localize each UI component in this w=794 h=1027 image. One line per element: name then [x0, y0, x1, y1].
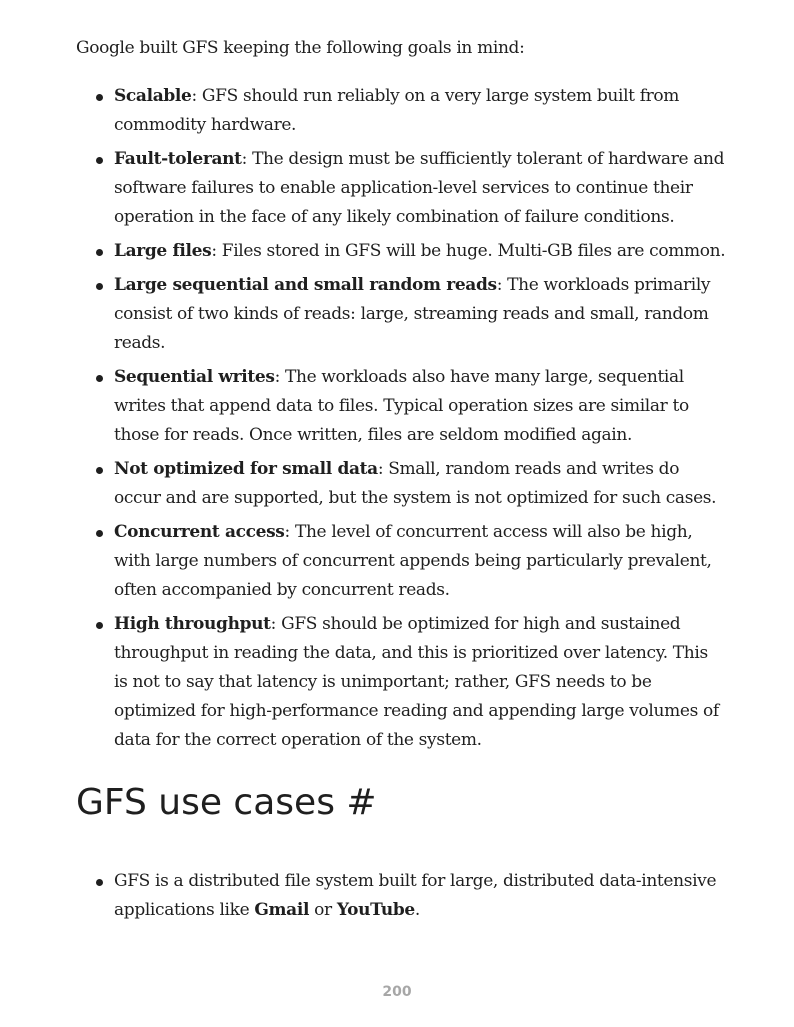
bullet-icon	[96, 283, 103, 290]
goal-term: High throughput	[114, 614, 271, 634]
use-cases-list	[76, 867, 726, 925]
bullet-icon	[96, 622, 103, 629]
goal-description: : The workloads primarily consist of two kinds of reads: large, streaming reads and small, random reads.	[114, 275, 711, 353]
bullet-icon	[96, 249, 103, 256]
goal-item	[76, 610, 726, 755]
use-case-item	[76, 867, 726, 925]
bullet-icon	[96, 375, 103, 382]
use-case-text: .	[414, 900, 420, 920]
goal-term: Concurrent access	[114, 522, 285, 542]
goal-term: Large files	[114, 241, 212, 261]
bullet-icon	[96, 94, 103, 101]
goal-item	[76, 82, 726, 140]
goal-term: Scalable	[114, 86, 192, 106]
section-heading: GFS use cases #	[76, 782, 377, 823]
goal-description: : GFS should be optimized for high and sustained throughput in reading the data, and this is prioritized over latency. This is not to say that latency is unimportant; rather, GFS needs to be optimized for high-performance reading and appending large volumes of data for the correct operation of the system.	[114, 614, 719, 750]
page-content	[76, 34, 726, 930]
bullet-icon	[96, 467, 103, 474]
goal-description: : Files stored in GFS will be huge. Multi-GB files are common.	[211, 241, 726, 261]
goal-item	[76, 518, 726, 605]
goals-list	[76, 82, 726, 755]
bullet-icon	[96, 530, 103, 537]
page-number: 200	[382, 984, 412, 1000]
goal-description: : GFS should run reliably on a very large system built from commodity hardware.	[114, 86, 680, 135]
goal-item	[76, 455, 726, 513]
goal-term: Large sequential and small random reads	[114, 275, 497, 295]
goal-description: : The workloads also have many large, sequential writes that append data to files. Typical operation sizes are similar to those for reads. Once written, files are seldom modified again.	[114, 367, 689, 445]
use-case-text: GFS is a distributed file system built for large, distributed data-intensive applications like	[114, 871, 717, 920]
intro-paragraph: Google built GFS keeping the following goals in mind:	[76, 38, 525, 58]
goal-description: : The design must be sufficiently tolerant of hardware and software failures to enable application-level services to continue their operation in the face of any likely combination of failure conditions.	[114, 149, 725, 227]
use-case-text: or	[309, 900, 337, 920]
goal-item	[76, 145, 726, 232]
goal-term: Sequential writes	[114, 367, 275, 387]
goal-description: : The level of concurrent access will also be high, with large numbers of concurrent appends being particularly prevalent, often accompanied by concurrent reads.	[114, 522, 712, 600]
bullet-icon	[96, 157, 103, 164]
goal-item	[76, 237, 726, 266]
use-case-example-youtube: YouTube	[336, 900, 415, 920]
use-case-example-gmail: Gmail	[254, 900, 310, 920]
goal-item	[76, 271, 726, 358]
goal-description: : Small, random reads and writes do occur and are supported, but the system is not optimized for such cases.	[114, 459, 717, 508]
goal-item	[76, 363, 726, 450]
bullet-icon	[96, 879, 103, 886]
goal-term: Not optimized for small data	[114, 459, 378, 479]
goal-term: Fault-tolerant	[114, 149, 242, 169]
